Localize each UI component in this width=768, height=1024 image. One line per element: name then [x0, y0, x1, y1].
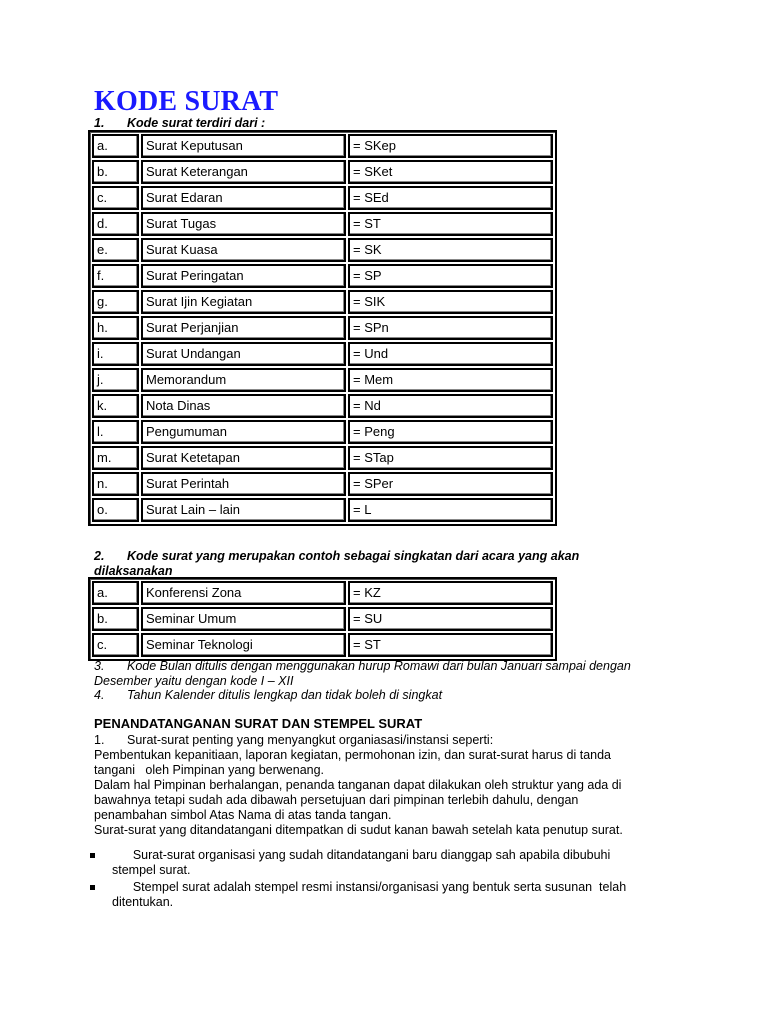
row-name: Surat Peringatan — [141, 264, 346, 288]
row-letter: k. — [92, 394, 139, 418]
section1-number: 1. — [94, 116, 105, 130]
event-code-table — [88, 577, 557, 661]
row-code: = SP — [348, 264, 553, 288]
row-letter: a. — [92, 581, 139, 605]
row-name: Memorandum — [141, 368, 346, 392]
table-row — [92, 238, 553, 262]
bullet-1-line1: Surat-surat organisasi yang sudah ditandatangani baru dianggap sah apabila dibubuhi — [112, 848, 611, 862]
page-title: KODE SURAT — [94, 86, 279, 117]
signing-paragraph-4: Surat-surat yang ditandatangani ditempatkan di sudut kanan bawah setelah kata penutup surat. — [94, 823, 623, 837]
section2-heading — [94, 549, 579, 579]
note-4-number: 4. — [94, 688, 105, 702]
bullet-1-line2: stempel surat. — [112, 863, 191, 877]
row-letter: l. — [92, 420, 139, 444]
bullet-2-line2: ditentukan. — [112, 895, 174, 909]
section2-heading-line2: dilaksanakan — [94, 564, 173, 578]
table-row — [92, 472, 553, 496]
row-code: = SKep — [348, 134, 553, 158]
row-name: Surat Kuasa — [141, 238, 346, 262]
row-letter: j. — [92, 368, 139, 392]
table-row — [92, 160, 553, 184]
row-name: Surat Tugas — [141, 212, 346, 236]
row-code: = KZ — [348, 581, 553, 605]
signing-bullet-list — [90, 848, 690, 910]
row-code: = SK — [348, 238, 553, 262]
table-row — [92, 342, 553, 366]
table-row — [92, 581, 553, 605]
row-letter: c. — [92, 186, 139, 210]
row-letter: c. — [92, 633, 139, 657]
bullet-2-line1: Stempel surat adalah stempel resmi instansi/organisasi yang bentuk serta susunan telah — [112, 880, 627, 894]
bullet-square-icon — [90, 885, 95, 890]
row-name: Surat Keterangan — [141, 160, 346, 184]
signing-p3-line3: penambahan simbol Atas Nama di atas tanda tangan. — [94, 808, 392, 822]
row-letter: n. — [92, 472, 139, 496]
bullet-square-icon — [90, 853, 95, 858]
bullet-item-1 — [90, 848, 690, 878]
row-letter: h. — [92, 316, 139, 340]
letter-code-table — [88, 130, 557, 526]
row-code: = L — [348, 498, 553, 522]
signing-p1-text: Surat-surat penting yang menyangkut organiasasi/instansi seperti: — [127, 733, 494, 747]
row-code: = SEd — [348, 186, 553, 210]
row-name: Surat Ijin Kegiatan — [141, 290, 346, 314]
table-row — [92, 316, 553, 340]
row-name: Surat Perjanjian — [141, 316, 346, 340]
row-letter: b. — [92, 160, 139, 184]
table-row — [92, 420, 553, 444]
row-name: Konferensi Zona — [141, 581, 346, 605]
signing-p3-line1: Dalam hal Pimpinan berhalangan, penanda tanganan dapat dilakukan oleh struktur yang ada di — [94, 778, 622, 792]
row-code: = Mem — [348, 368, 553, 392]
row-letter: m. — [92, 446, 139, 470]
row-letter: a. — [92, 134, 139, 158]
row-code: = SPer — [348, 472, 553, 496]
row-name: Seminar Teknologi — [141, 633, 346, 657]
bullet-item-2 — [90, 880, 690, 910]
table-row — [92, 633, 553, 657]
row-letter: i. — [92, 342, 139, 366]
note-3-line2: Desember yaitu dengan kode I – XII — [94, 674, 294, 688]
row-letter: d. — [92, 212, 139, 236]
row-name: Surat Ketetapan — [141, 446, 346, 470]
row-name: Surat Perintah — [141, 472, 346, 496]
note-3-line1: Kode Bulan ditulis dengan menggunakan hurup Romawi dari bulan Januari sampai dengan — [127, 659, 631, 673]
row-code: = Peng — [348, 420, 553, 444]
signing-p2-line1: Pembentukan kepanitiaan, laporan kegiatan, permohonan izin, dan surat-surat harus di tanda — [94, 748, 612, 762]
section2-heading-line1: Kode surat yang merupakan contoh sebagai singkatan dari acara yang akan — [127, 549, 580, 563]
row-code: = Nd — [348, 394, 553, 418]
signing-p3-line2: bawahnya tetapi sudah ada dibawah persetujuan dari pimpinan terlebih dahulu, dengan — [94, 793, 579, 807]
signing-p2-line2: tangani oleh Pimpinan yang berwenang. — [94, 763, 325, 777]
row-letter: e. — [92, 238, 139, 262]
row-name: Surat Keputusan — [141, 134, 346, 158]
section1-heading-text: Kode surat terdiri dari : — [127, 116, 266, 130]
section2-number: 2. — [94, 549, 105, 563]
signing-p1-number: 1. — [94, 733, 105, 747]
table-row — [92, 368, 553, 392]
table-row — [92, 446, 553, 470]
row-code: = STap — [348, 446, 553, 470]
row-code: = Und — [348, 342, 553, 366]
row-name: Seminar Umum — [141, 607, 346, 631]
row-code: = SU — [348, 607, 553, 631]
row-name: Surat Edaran — [141, 186, 346, 210]
row-code: = SPn — [348, 316, 553, 340]
row-letter: g. — [92, 290, 139, 314]
row-letter: o. — [92, 498, 139, 522]
table-row — [92, 186, 553, 210]
table-row — [92, 607, 553, 631]
table-row — [92, 394, 553, 418]
signing-paragraph-1 — [94, 733, 694, 748]
row-code: = ST — [348, 212, 553, 236]
row-code: = SKet — [348, 160, 553, 184]
row-letter: b. — [92, 607, 139, 631]
signing-paragraph-3 — [94, 778, 694, 823]
section1-heading — [94, 116, 265, 131]
row-code: = SIK — [348, 290, 553, 314]
row-code: = ST — [348, 633, 553, 657]
row-name: Surat Undangan — [141, 342, 346, 366]
note-4 — [94, 688, 694, 703]
row-letter: f. — [92, 264, 139, 288]
table-row — [92, 134, 553, 158]
signing-paragraph-2 — [94, 748, 694, 778]
row-name: Pengumuman — [141, 420, 346, 444]
row-name: Surat Lain – lain — [141, 498, 346, 522]
row-name: Nota Dinas — [141, 394, 346, 418]
table-row — [92, 264, 553, 288]
note-3 — [94, 659, 694, 689]
table-row — [92, 498, 553, 522]
table-row — [92, 290, 553, 314]
table-row — [92, 212, 553, 236]
note-3-number: 3. — [94, 659, 105, 673]
note-4-text: Tahun Kalender ditulis lengkap dan tidak boleh di singkat — [127, 688, 443, 702]
signing-section-title: PENANDATANGANAN SURAT DAN STEMPEL SURAT — [94, 716, 423, 731]
